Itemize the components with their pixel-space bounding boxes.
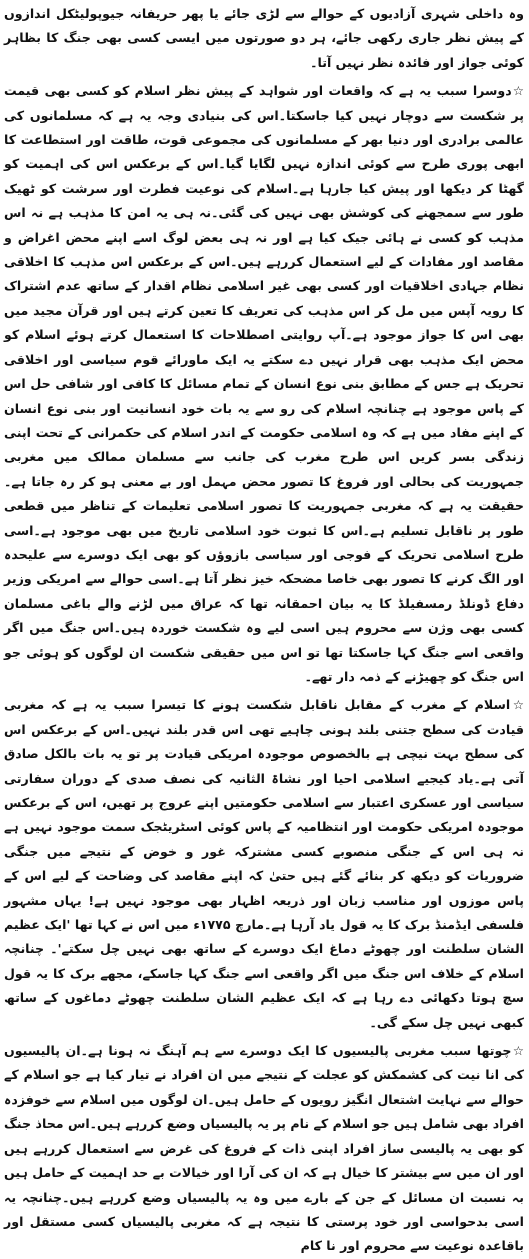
paragraph-third-reason: ☆اسلام کے مغرب کے مقابل ناقابل شکست ہونے کا تیسرا سبب یہ ہے کہ مغربی قیادت کی سطح جتنی بلند ہونی چاہیے تھی اس قدر بلند نہیں۔اس کے برعکس اس کی سطح بہت نیچی ہے بالخصوص موجودہ امریکی قیادت پر تو یہ بات بالکل صادق آتی ہے۔یاد کیجیے اسلامی احیا اور نشاۃ الثانیہ کی نصف صدی کے دوران سفارتی سیاسی اور عسکری اعتبار سے اسلامی حکومتیں اپنے عروج پر تھیں، اس کے برعکس موجودہ امریکی حکومت اور انتظامیہ کے پاس کوئی اسٹریٹجک سمت موجود نہیں ہے نہ ہی اس کے جنگی منصوبے کسی مشترکہ غور و خوض کے نتیجے میں جنگی ضروریات کو دیکھ کر بنائے گئے ہیں حتیٰ کہ اپنے مقاصد کی وضاحت کے لیے اس کے پاس موزوں اور مناسب زبان اور ذریعہ اظہار بھی موجود نہیں ہے! یہاں مشہور فلسفی ایڈمنڈ برک کا یہ قول یاد آرہا ہے۔مارچ ۱۷۷۵ء میں اس نے کہا تھا 'ایک عظیم الشان سلطنت اور چھوٹے دماغ ایک دوسرے کے ساتھ بھی نہیں چل سکتے'۔ چنانچہ اسلام کے خلاف اس جنگ میں اگر واقعی اسے جنگ کہا جاسکے، مجھے برک کا یہ قول سچ ہوتا دکھائی دے رہا ہے کہ ایک عظیم الشان سلطنت چھوٹے دماغوں کے ساتھ کبھی نہیں چل سکے گی۔ [4, 697, 525, 1030]
paragraph-intro: وہ داخلی شہری آزادیوں کے حوالے سے لڑی جائے یا پھر حریفانہ جیوپولیٹکل اندازوں کے پیش نظر جاری رکھی جائے، ہر دو صورتوں میں ایسی کسی بھی جنگ کا بظاہر کوئی جواز اور فائدہ نظر نہیں آتا۔ [4, 6, 524, 70]
paragraph-fourth-reason: ☆چوتھا سبب مغربی پالیسیوں کا ایک دوسرے سے ہم آہنگ نہ ہونا ہے۔ان پالیسیوں کی انا نیت کی کشمکش کو عجلت کے نتیجے میں ان افراد نے تیار کیا ہے جو اسلام کے حوالے سے نہایت اشتعال انگیز رویوں کے حامل ہیں۔ان لوگوں میں اسلام سے خوفزدہ افراد بھی شامل ہیں جو اسلام کے نام پر یہ پالیسیاں وضع کررہے ہیں۔اس محاذ جنگ کو بھی یہ پالیسی ساز افراد اپنی ذات کے فروغ کی غرض سے استعمال کررہے ہیں اور ان میں سے بیشتر کا خیال ہے کہ ان کی آرا اور خیالات بے حد اہمیت کے حامل ہیں بہ نسبت ان مسائل کے جن کے بارے میں وہ یہ پالیسیاں وضع کررہے ہیں۔چنانچہ یہ اسی بدحواسی اور خود پرستی کا نتیجہ ہے کہ مغربی پالیسیاں کسی مستقل اور باقاعدہ نوعیت سے محروم اور نا کام [4, 1043, 524, 1254]
paragraph-second-reason: ☆دوسرا سبب یہ ہے کہ واقعات اور شواہد کے پیش نظر اسلام کو کسی بھی قیمت پر شکست سے دوچار نہیں کیا جاسکتا۔اس کی بنیادی وجہ یہ ہے کہ مسلمانوں کی عالمی برادری اور دنیا بھر کے مسلمانوں کی مجموعی قوت، طاقت اور استطاعت کا ابھی پوری طرح سے کوئی اندازہ نہیں لگایا گیا۔اس کے برعکس اس کی اہمیت کو گھٹا کر دیکھا اور پیش کیا جارہا ہے۔اسلام کی نوعیت فطرت اور سرشت کو ٹھیک طور سے سمجھنے کی کوشش بھی نہیں کی گئی۔نہ ہی یہ امن کا مذہب ہے نہ اس مذہب کو کسی نے ہائی جیک کیا ہے اور نہ ہی بعض لوگ اسے اپنے محض اغراض و مقاصد اور مفادات کے لیے استعمال کررہے ہیں۔اس کے برعکس اس مذہب کا اخلاقی نظام جہادی اخلاقیات اور کسی بھی غیر اسلامی نظام اقدار کے ساتھ عدم اشتراک کا رویہ آپس میں مل کر اس مذہب کی تعریف کا تعین کرتے ہیں اور قرآن مجید میں بھی اس کا جواز موجود ہے۔آپ روایتی اصطلاحات کا استعمال کرتے ہوئے اسلام کو محض ایک مذہب بھی قرار نہیں دے سکتے یہ ایک ماورائے قوم سیاسی اور اخلاقی تحریک ہے جس کے مطابق بنی نوع انسان کے تمام مسائل کا کافی اور شافی حل اس کے پاس موجود ہے چنانچہ اسلام کی رو سے یہ بات خود انسانیت اور بنی نوع انسان کے اپنے مفاد میں ہے کہ وہ اسلامی حکومت کے اندر اسلام کی حکمرانی کے تحت اپنی زندگی بسر کریں اس طرح مغرب کی جانب سے مسلمان ممالک میں مغربی جمہوریت کی بحالی اور فروغ کا تصور محض مہمل اور بے معنی ہو کر رہ جاتا ہے۔حقیقت یہ ہے کہ مغربی جمہوریت کا تصور اسلامی تعلیمات کے تناظر میں قطعی طور پر ناقابل تسلیم ہے۔اس کا ثبوت خود اسلامی تاریخ میں بھی موجود ہے۔اسی طرح اسلامی تحریک کے فوجی اور سیاسی بازوؤں کو بھی ایک دوسرے سے علیحدہ اور الگ کرنے کا تصور بھی خاصا مضحکہ خیز نظر آتا ہے۔اسی حوالے سے امریکی وزیر دفاع ڈونلڈ رمسفیلڈ کا یہ بیان احمقانہ تھا کہ عراق میں لڑنے والے باغی مسلمان کسی بھی وژن سے محروم ہیں اسی لیے وہ شکست خوردہ ہیں۔اس جنگ میں اگر واقعی اسے جنگ کہا جاسکتا تھا تو اس میں حقیقی شکست ان لوگوں کو ہوئی جو اس جنگ کو چھیڑنے کے ذمہ دار تھے۔ [4, 83, 524, 684]
